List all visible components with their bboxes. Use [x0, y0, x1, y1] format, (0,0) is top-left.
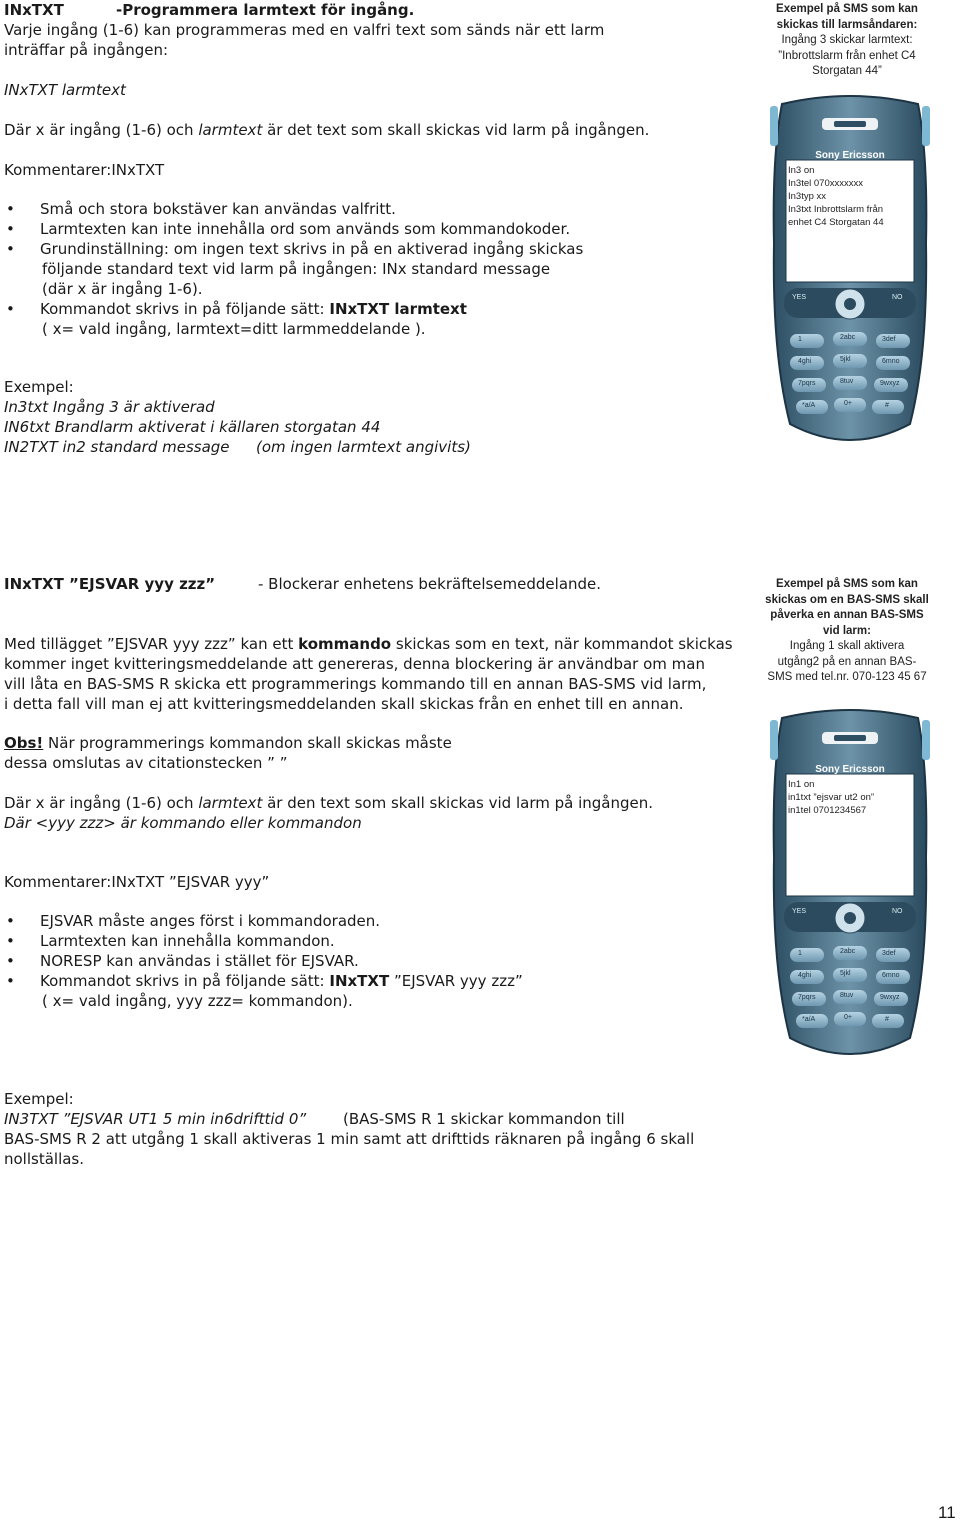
sms-example-caption: [758, 577, 936, 686]
paragraph-text: Med tillägget ”EJSVAR yyy zzz” kan ett: [4, 635, 299, 653]
comments-list: [4, 911, 523, 991]
example-line: IN3TXT ”EJSVAR UT1 5 min in6drifttid 0”: [4, 1110, 307, 1128]
screen-line: enhet C4 Storgatan 44: [788, 217, 884, 228]
phone-key-label: 8tuv: [840, 378, 854, 385]
phone-key-label: 3def: [882, 336, 896, 343]
phone-key-label: #: [885, 1016, 889, 1023]
where-line: [4, 120, 649, 140]
where-text: är den text som skall skickas vid larm på ingången.: [262, 794, 654, 812]
list-item-command: INxTXT: [329, 972, 390, 990]
phone-key-label: 7pqrs: [798, 380, 816, 387]
phone-key-label: 3def: [882, 950, 896, 957]
screen-line: In3 on: [788, 165, 815, 176]
example-line: In3txt Ingång 3 är aktiverad: [4, 398, 215, 416]
phone-brand: Sony Ericsson: [815, 764, 885, 775]
caption-line: utgång2 på en annan BAS-: [777, 655, 917, 668]
phone-key-label: 0+: [844, 400, 852, 407]
intro-line: Varje ingång (1-6) kan programmeras med en valfri text som sänds när ett larm: [4, 21, 605, 39]
screen-line: In3txt Inbrottslarm från: [788, 204, 884, 215]
phone-icon: [768, 94, 932, 450]
note-line: dessa omslutas av citationstecken ” ”: [4, 754, 288, 772]
screen-line: in1tel 0701234567: [788, 805, 867, 816]
where-emphasis: larmtext: [198, 794, 263, 812]
list-item-continuation: ( x= vald ingång, larmtext=ditt larmmeddelande ).: [42, 320, 426, 338]
phone-key-label: *a/A: [802, 1016, 816, 1023]
where-line: Där <yyy zzz> är kommando eller kommandon: [4, 814, 362, 832]
phone-key-label: 4ghi: [798, 358, 812, 365]
phone-key-label: 6mno: [882, 358, 900, 365]
mobile-phone-illustration: [768, 708, 932, 1064]
phone-icon: [768, 708, 932, 1064]
paragraph-text: skickas som en text, när kommandot skickas: [391, 635, 733, 653]
caption-line: ”Inbrottslarm från enhet C4: [778, 49, 916, 62]
command-title: INxTXT: [4, 1, 64, 19]
where-text: Där x är ingång (1-6) och: [4, 121, 199, 139]
command-syntax: INxTXT larmtext: [4, 81, 126, 99]
comments-list: [4, 199, 583, 259]
list-item-text: Kommandot skrivs in på följande sätt:: [40, 972, 330, 990]
caption-heading: skickas till larmsåndaren:: [776, 18, 918, 31]
phone-key-label: NO: [892, 908, 903, 915]
command-title: INxTXT ”EJSVAR yyy zzz”: [4, 575, 216, 593]
phone-key-label: 0+: [844, 1014, 852, 1021]
list-item: • Grundinställning: om ingen text skrivs in på en aktiverad ingång skickas: [4, 239, 583, 259]
example-line: IN6txt Brandlarm aktiverat i källaren storgatan 44: [4, 418, 381, 436]
list-item-continuation: (där x är ingång 1-6).: [42, 280, 203, 298]
list-item: • NORESP kan användas i stället för EJSVAR.: [4, 951, 523, 971]
list-item: • EJSVAR måste anges först i kommandoraden.: [4, 911, 523, 931]
command-description: - Blockerar enhetens bekräftelsemeddelande.: [258, 575, 602, 593]
list-item: • Larmtexten kan innehålla kommandon.: [4, 931, 523, 951]
comments-list: [4, 299, 467, 319]
phone-key-label: 1: [798, 336, 802, 343]
caption-heading: vid larm:: [823, 624, 871, 637]
command-description: -Programmera larmtext för ingång.: [116, 1, 415, 19]
phone-key-label: *a/A: [802, 402, 816, 409]
screen-line: in1txt ”ejsvar ut2 on”: [788, 792, 875, 803]
example-note: BAS-SMS R 2 att utgång 1 skall aktiveras 1 min samt att drifttids räknaren på ingång 6 skall: [4, 1130, 695, 1148]
example-note: nollställas.: [4, 1150, 85, 1168]
note-text: När programmerings kommandon skall skickas måste: [43, 734, 452, 752]
screen-line: In1 on: [788, 779, 815, 790]
phone-key-label: 6mno: [882, 972, 900, 979]
obs-label: Obs!: [4, 734, 44, 752]
caption-line: Storgatan 44”: [812, 65, 882, 77]
phone-key-label: 1: [798, 950, 802, 957]
paragraph-line: kommer inget kvitteringsmeddelande att genereras, denna blockering är användbar om man: [4, 655, 705, 673]
list-item-text: ”EJSVAR yyy zzz”: [389, 972, 523, 990]
caption-line: Ingång 3 skickar larmtext:: [781, 34, 913, 46]
example-note: (BAS-SMS R 1 skickar kommandon till: [343, 1110, 625, 1128]
screen-line: In3tel 070xxxxxxx: [788, 178, 863, 189]
comments-label: Kommentarer:INxTXT: [4, 161, 165, 179]
mobile-phone-illustration: [768, 94, 932, 450]
phone-key-label: 4ghi: [798, 972, 812, 979]
paragraph-emphasis: kommando: [298, 635, 392, 653]
screen-line: In3typ xx: [788, 191, 827, 202]
phone-key-label: 7pqrs: [798, 994, 816, 1001]
phone-key-label: 9wxyz: [880, 994, 900, 1001]
caption-line: SMS med tel.nr. 070-123 45 67: [767, 671, 927, 683]
phone-screen-text: [788, 778, 874, 817]
phone-screen-text: [788, 164, 884, 229]
comments-label: Kommentarer:INxTXT ”EJSVAR yyy”: [4, 873, 270, 891]
phone-key-label: 2abc: [840, 334, 856, 341]
phone-key-label: 2abc: [840, 948, 856, 955]
list-item-command: INxTXT larmtext: [329, 300, 467, 318]
paragraph-line: i detta fall vill man ej att kvitteringsmeddelanden skall skickas från en enhet till en annan.: [4, 695, 684, 713]
phone-key-label: NO: [892, 294, 903, 301]
list-item: [4, 299, 467, 319]
phone-key-label: 9wxyz: [880, 380, 900, 387]
caption-heading: skickas om en BAS-SMS skall: [765, 593, 929, 606]
phone-brand: Sony Ericsson: [815, 150, 885, 161]
phone-key-label: YES: [792, 294, 807, 301]
phone-key-label: YES: [792, 908, 807, 915]
phone-key-label: 5jkl: [840, 970, 851, 977]
list-item-continuation: ( x= vald ingång, yyy zzz= kommandon).: [42, 992, 353, 1010]
where-line: [4, 793, 653, 813]
where-text: är det text som skall skickas vid larm på ingången.: [262, 121, 650, 139]
intro-line: inträffar på ingången:: [4, 41, 169, 59]
caption-line: Ingång 1 skall aktivera: [789, 640, 905, 652]
example-line: IN2TXT in2 standard message: [4, 438, 230, 456]
caption-heading: påverka en annan BAS-SMS: [770, 609, 924, 621]
note-line: [4, 733, 452, 753]
caption-heading: Exempel på SMS som kan: [776, 3, 918, 15]
list-item: [4, 971, 523, 991]
example-label: Exempel:: [4, 378, 74, 396]
example-note: (om ingen larmtext angivits): [256, 438, 471, 456]
page-number: 11: [938, 1503, 956, 1522]
paragraph-line: vill låta en BAS-SMS R skicka ett programmerings kommando till en annan BAS-SMS vid larm,: [4, 675, 707, 693]
phone-key-label: 8tuv: [840, 992, 854, 999]
example-label: Exempel:: [4, 1090, 74, 1108]
where-text: Där x är ingång (1-6) och: [4, 794, 199, 812]
sms-example-caption: [760, 2, 934, 80]
caption-heading: Exempel på SMS som kan: [776, 578, 918, 590]
paragraph-line: [4, 634, 733, 654]
list-item-text: Kommandot skrivs in på följande sätt:: [40, 300, 330, 318]
where-emphasis: larmtext: [198, 121, 263, 139]
list-item-continuation: följande standard text vid larm på ingången: INx standard message: [42, 260, 551, 278]
list-item: • Små och stora bokstäver kan användas valfritt.: [4, 199, 583, 219]
phone-key-label: 5jkl: [840, 356, 851, 363]
phone-key-label: #: [885, 402, 889, 409]
list-item: • Larmtexten kan inte innehålla ord som används som kommandokoder.: [4, 219, 583, 239]
